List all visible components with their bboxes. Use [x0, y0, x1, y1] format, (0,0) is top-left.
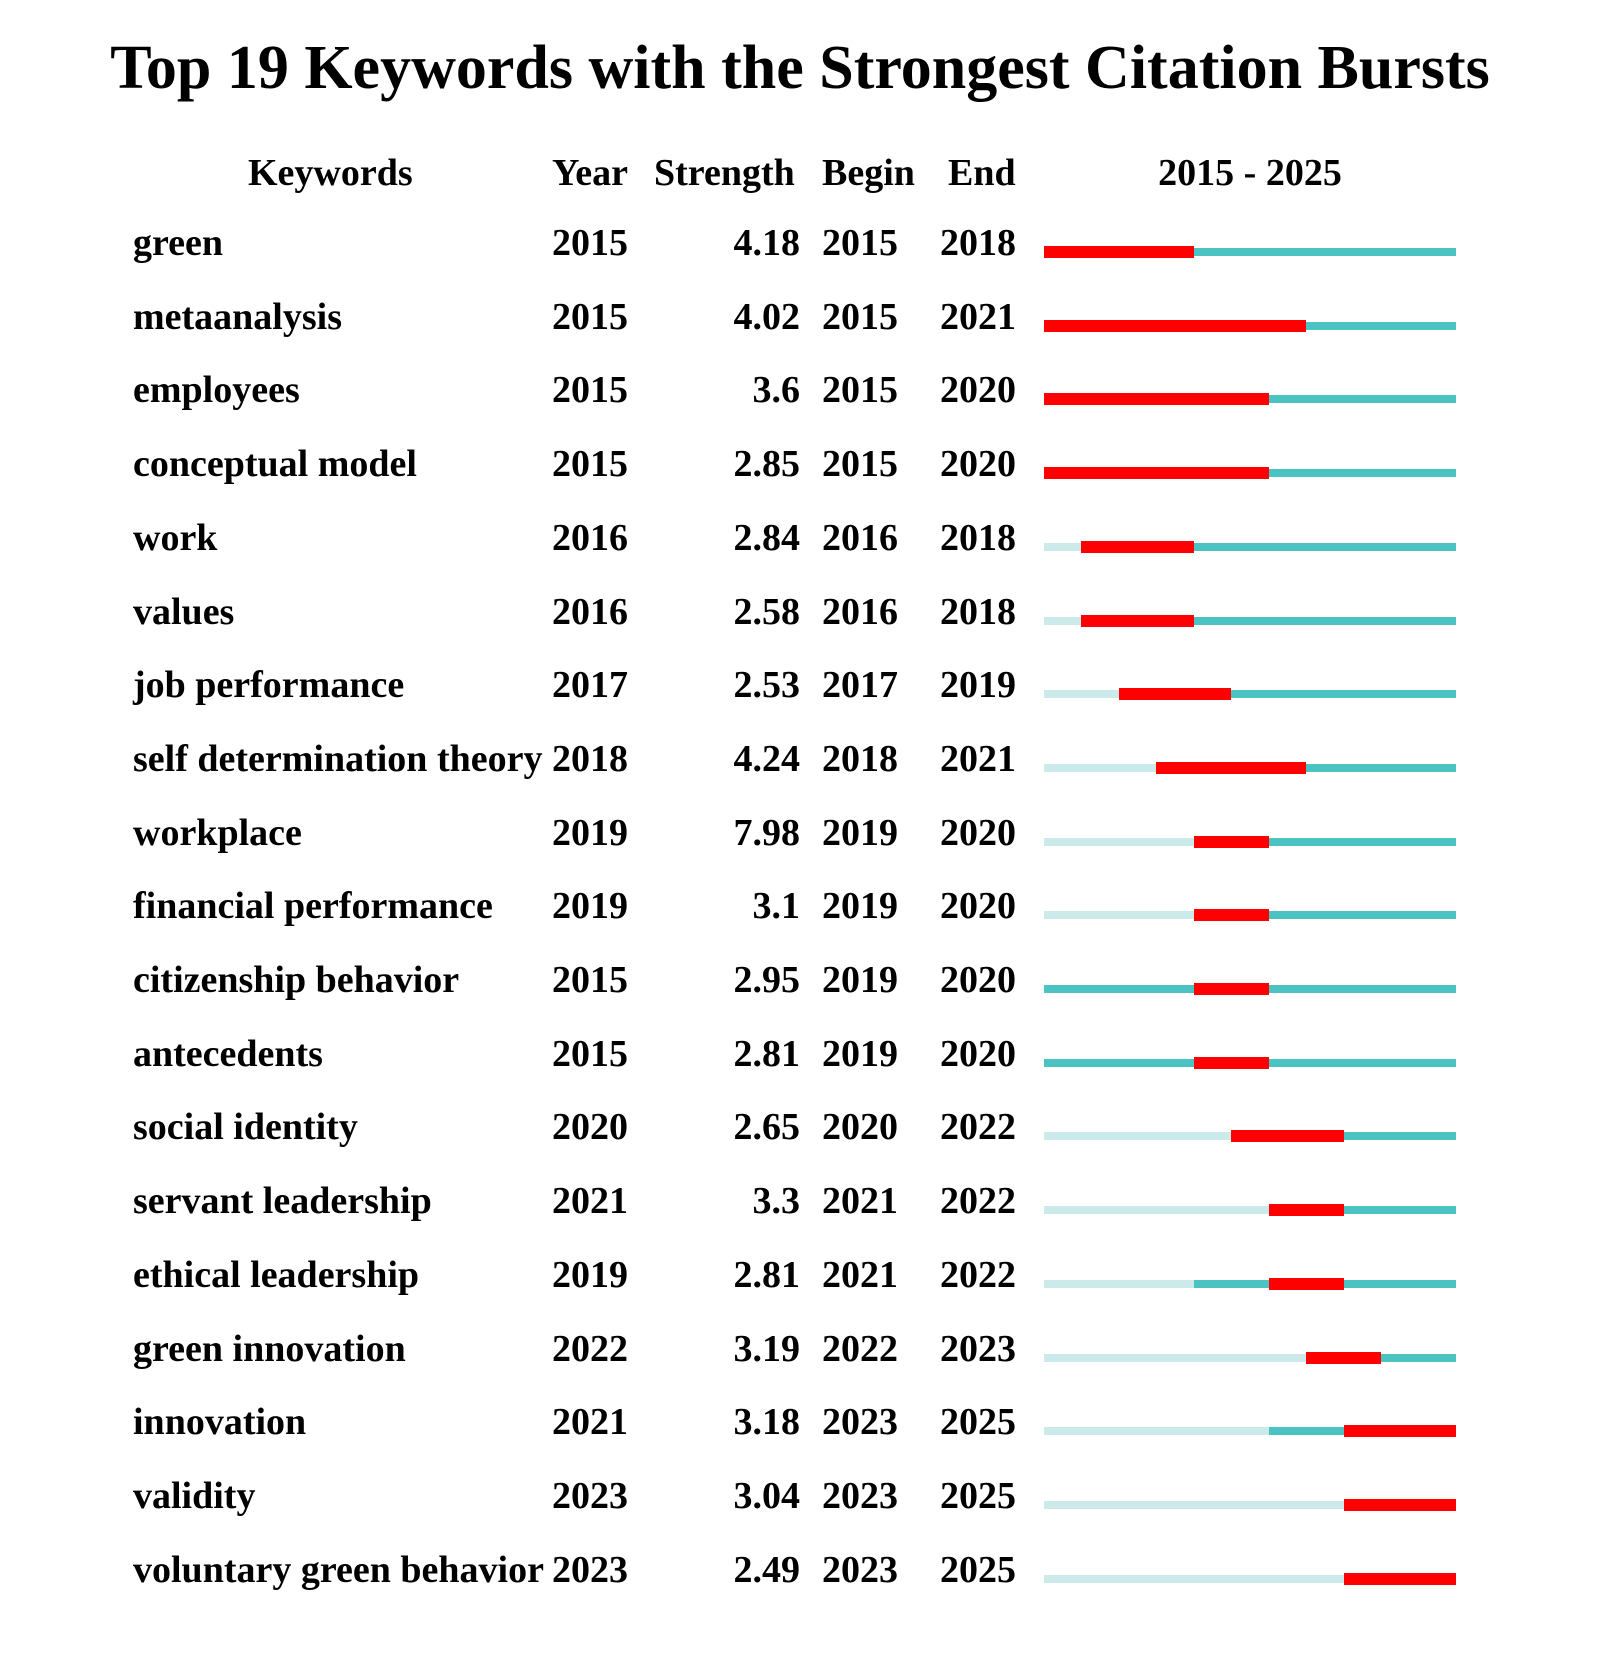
timeline-active-segment: [1344, 1132, 1456, 1140]
cell-year: 2021: [552, 1180, 628, 1223]
burst-row: [0, 1471, 1600, 1531]
burst-timeline: [1044, 541, 1456, 553]
cell-strength: 4.24: [733, 737, 800, 780]
burst-row: [0, 292, 1600, 352]
cell-keyword: self determination theory: [133, 737, 543, 780]
cell-year: 2016: [552, 516, 628, 559]
cell-year: 2015: [552, 295, 628, 338]
cell-end: 2025: [940, 1548, 1016, 1591]
burst-row: [0, 1029, 1600, 1089]
burst-segment: [1194, 983, 1269, 995]
cell-end: 2022: [940, 1106, 1016, 1149]
cell-keyword: antecedents: [133, 1032, 323, 1075]
timeline-active-segment: [1344, 1206, 1456, 1214]
burst-segment: [1044, 467, 1269, 479]
cell-end: 2020: [940, 443, 1016, 486]
burst-row: [0, 881, 1600, 941]
cell-begin: 2021: [822, 1180, 898, 1223]
timeline-active-segment: [1194, 248, 1456, 256]
timeline-prior-segment: [1044, 543, 1081, 551]
cell-keyword: validity: [133, 1474, 256, 1517]
cell-keyword: citizenship behavior: [133, 959, 460, 1001]
cell-begin: 2023: [822, 1474, 898, 1517]
cell-keyword: financial performance: [133, 885, 493, 928]
cell-strength: 2.81: [733, 1253, 800, 1296]
burst-row: [0, 218, 1600, 278]
burst-timeline: [1044, 467, 1456, 479]
cell-end: 2018: [940, 590, 1016, 633]
cell-begin: 2019: [822, 885, 898, 928]
cell-keyword: job performance: [133, 664, 405, 707]
cell-keyword: work: [133, 516, 218, 559]
chart-title: Top 19 Keywords with the Strongest Citation Bursts: [110, 34, 1490, 102]
burst-row: [0, 1545, 1600, 1605]
burst-segment: [1306, 1352, 1381, 1364]
timeline-active-segment: [1269, 838, 1456, 846]
cell-end: 2023: [940, 1327, 1016, 1370]
cell-year: 2019: [552, 885, 628, 928]
header-strength: Strength: [654, 152, 795, 194]
cell-end: 2018: [940, 516, 1016, 559]
header-year: Year: [552, 152, 628, 194]
timeline-prior-segment: [1044, 1280, 1194, 1288]
cell-strength: 4.18: [733, 222, 800, 264]
cell-year: 2023: [552, 1474, 628, 1517]
timeline-active-segment: [1269, 1059, 1456, 1067]
cell-begin: 2015: [822, 369, 898, 412]
cell-keyword: social identity: [133, 1106, 358, 1149]
cell-strength: 4.02: [733, 295, 800, 338]
timeline-prior-segment: [1044, 617, 1081, 625]
burst-row: [0, 660, 1600, 720]
cell-strength: 7.98: [733, 811, 800, 854]
cell-begin: 2015: [822, 222, 898, 264]
timeline-prior-segment: [1044, 1132, 1231, 1140]
burst-timeline: [1044, 393, 1456, 405]
timeline-prior-segment: [1044, 911, 1194, 919]
burst-segment: [1156, 762, 1306, 774]
burst-row: [0, 439, 1600, 499]
cell-strength: 3.04: [733, 1474, 800, 1517]
burst-row: [0, 1176, 1600, 1236]
burst-segment: [1044, 246, 1194, 258]
cell-year: 2015: [552, 222, 628, 264]
burst-timeline: [1044, 909, 1456, 921]
cell-begin: 2020: [822, 1106, 898, 1149]
cell-year: 2023: [552, 1548, 628, 1591]
burst-segment: [1044, 393, 1269, 405]
cell-keyword: conceptual model: [133, 443, 417, 486]
cell-strength: 3.1: [752, 885, 800, 928]
cell-end: 2020: [940, 959, 1016, 1001]
cell-keyword: innovation: [133, 1401, 307, 1444]
burst-timeline: [1044, 1573, 1456, 1585]
header-end: End: [948, 152, 1016, 194]
cell-begin: 2023: [822, 1548, 898, 1591]
burst-row: [0, 513, 1600, 573]
burst-segment: [1269, 1204, 1344, 1216]
cell-year: 2022: [552, 1327, 628, 1370]
burst-segment: [1194, 909, 1269, 921]
burst-timeline: [1044, 1425, 1456, 1437]
cell-begin: 2019: [822, 811, 898, 854]
cell-end: 2020: [940, 811, 1016, 854]
burst-timeline: [1044, 246, 1456, 258]
cell-end: 2020: [940, 369, 1016, 412]
cell-keyword: metaanalysis: [133, 295, 342, 338]
cell-begin: 2019: [822, 959, 898, 1001]
cell-keyword: employees: [133, 369, 300, 412]
timeline-prior-segment: [1044, 764, 1156, 772]
cell-keyword: voluntary green behavior: [133, 1548, 544, 1591]
burst-segment: [1269, 1278, 1344, 1290]
timeline-active-segment: [1269, 469, 1456, 477]
cell-end: 2020: [940, 1032, 1016, 1075]
burst-segment: [1194, 836, 1269, 848]
timeline-active-segment: [1269, 1427, 1344, 1435]
timeline-active-segment: [1306, 764, 1456, 772]
burst-timeline: [1044, 983, 1456, 995]
cell-begin: 2019: [822, 1032, 898, 1075]
burst-row: [0, 1250, 1600, 1310]
cell-end: 2021: [940, 295, 1016, 338]
cell-year: 2019: [552, 811, 628, 854]
cell-begin: 2023: [822, 1401, 898, 1444]
timeline-active-segment: [1044, 985, 1194, 993]
cell-begin: 2021: [822, 1253, 898, 1296]
burst-row: [0, 808, 1600, 868]
timeline-prior-segment: [1044, 1206, 1269, 1214]
timeline-active-segment: [1194, 543, 1456, 551]
cell-year: 2018: [552, 737, 628, 780]
header-range: 2015 - 2025: [1158, 152, 1342, 194]
burst-row: [0, 1324, 1600, 1384]
timeline-active-segment: [1231, 690, 1456, 698]
burst-row: [0, 587, 1600, 647]
timeline-prior-segment: [1044, 690, 1119, 698]
cell-end: 2022: [940, 1180, 1016, 1223]
cell-begin: 2018: [822, 737, 898, 780]
cell-strength: 2.84: [733, 516, 800, 559]
burst-timeline: [1044, 320, 1456, 332]
burst-segment: [1119, 688, 1231, 700]
burst-timeline: [1044, 1278, 1456, 1290]
timeline-prior-segment: [1044, 1354, 1306, 1362]
cell-year: 2015: [552, 959, 628, 1001]
cell-strength: 2.49: [733, 1548, 800, 1591]
header-begin: Begin: [822, 152, 915, 194]
header-keywords: Keywords: [248, 152, 413, 194]
cell-year: 2019: [552, 1253, 628, 1296]
cell-keyword: workplace: [133, 811, 302, 854]
burst-segment: [1344, 1425, 1456, 1437]
cell-year: 2015: [552, 443, 628, 486]
cell-strength: 2.58: [733, 590, 800, 633]
burst-timeline: [1044, 1204, 1456, 1216]
cell-year: 2015: [552, 1032, 628, 1075]
cell-keyword: values: [133, 590, 235, 633]
burst-timeline: [1044, 762, 1456, 774]
cell-year: 2021: [552, 1401, 628, 1444]
cell-keyword: ethical leadership: [133, 1253, 420, 1296]
burst-segment: [1194, 1057, 1269, 1069]
timeline-active-segment: [1381, 1354, 1456, 1362]
cell-strength: 2.85: [733, 443, 800, 486]
burst-row: [0, 1102, 1600, 1162]
timeline-active-segment: [1044, 1059, 1194, 1067]
burst-segment: [1081, 615, 1193, 627]
burst-segment: [1081, 541, 1193, 553]
cell-keyword: green: [133, 222, 224, 264]
cell-year: 2017: [552, 664, 628, 707]
burst-row: [0, 1397, 1600, 1457]
cell-strength: 2.53: [733, 664, 800, 707]
timeline-prior-segment: [1044, 1427, 1269, 1435]
cell-end: 2020: [940, 885, 1016, 928]
cell-end: 2018: [940, 222, 1016, 264]
timeline-prior-segment: [1044, 838, 1194, 846]
burst-row: [0, 365, 1600, 425]
cell-strength: 2.95: [733, 959, 800, 1001]
burst-segment: [1231, 1130, 1343, 1142]
timeline-active-segment: [1306, 322, 1456, 330]
cell-begin: 2015: [822, 295, 898, 338]
cell-begin: 2022: [822, 1327, 898, 1370]
cell-keyword: servant leadership: [133, 1180, 432, 1223]
cell-strength: 2.81: [733, 1032, 800, 1075]
cell-begin: 2017: [822, 664, 898, 707]
cell-keyword: green innovation: [133, 1327, 406, 1370]
burst-segment: [1344, 1573, 1456, 1585]
burst-timeline: [1044, 836, 1456, 848]
cell-strength: 3.18: [733, 1401, 800, 1444]
burst-segment: [1344, 1499, 1456, 1511]
cell-year: 2015: [552, 369, 628, 412]
cell-strength: 3.3: [752, 1180, 800, 1223]
cell-year: 2016: [552, 590, 628, 633]
burst-timeline: [1044, 1352, 1456, 1364]
cell-strength: 3.19: [733, 1327, 800, 1370]
cell-begin: 2016: [822, 516, 898, 559]
cell-end: 2025: [940, 1401, 1016, 1444]
burst-timeline: [1044, 1057, 1456, 1069]
cell-end: 2021: [940, 737, 1016, 780]
burst-timeline: [1044, 688, 1456, 700]
burst-segment: [1044, 320, 1306, 332]
cell-strength: 2.65: [733, 1106, 800, 1149]
burst-timeline: [1044, 1499, 1456, 1511]
timeline-active-segment: [1194, 1280, 1269, 1288]
cell-begin: 2015: [822, 443, 898, 486]
timeline-active-segment: [1269, 911, 1456, 919]
burst-timeline: [1044, 615, 1456, 627]
burst-row: [0, 734, 1600, 794]
cell-begin: 2016: [822, 590, 898, 633]
cell-year: 2020: [552, 1106, 628, 1149]
cell-strength: 3.6: [752, 369, 800, 412]
burst-timeline: [1044, 1130, 1456, 1142]
cell-end: 2022: [940, 1253, 1016, 1296]
timeline-active-segment: [1194, 617, 1456, 625]
cell-end: 2025: [940, 1474, 1016, 1517]
timeline-active-segment: [1269, 395, 1456, 403]
timeline-prior-segment: [1044, 1501, 1344, 1509]
cell-end: 2019: [940, 664, 1016, 707]
timeline-active-segment: [1344, 1280, 1456, 1288]
burst-row: [0, 955, 1600, 1015]
timeline-active-segment: [1269, 985, 1456, 993]
timeline-prior-segment: [1044, 1575, 1344, 1583]
